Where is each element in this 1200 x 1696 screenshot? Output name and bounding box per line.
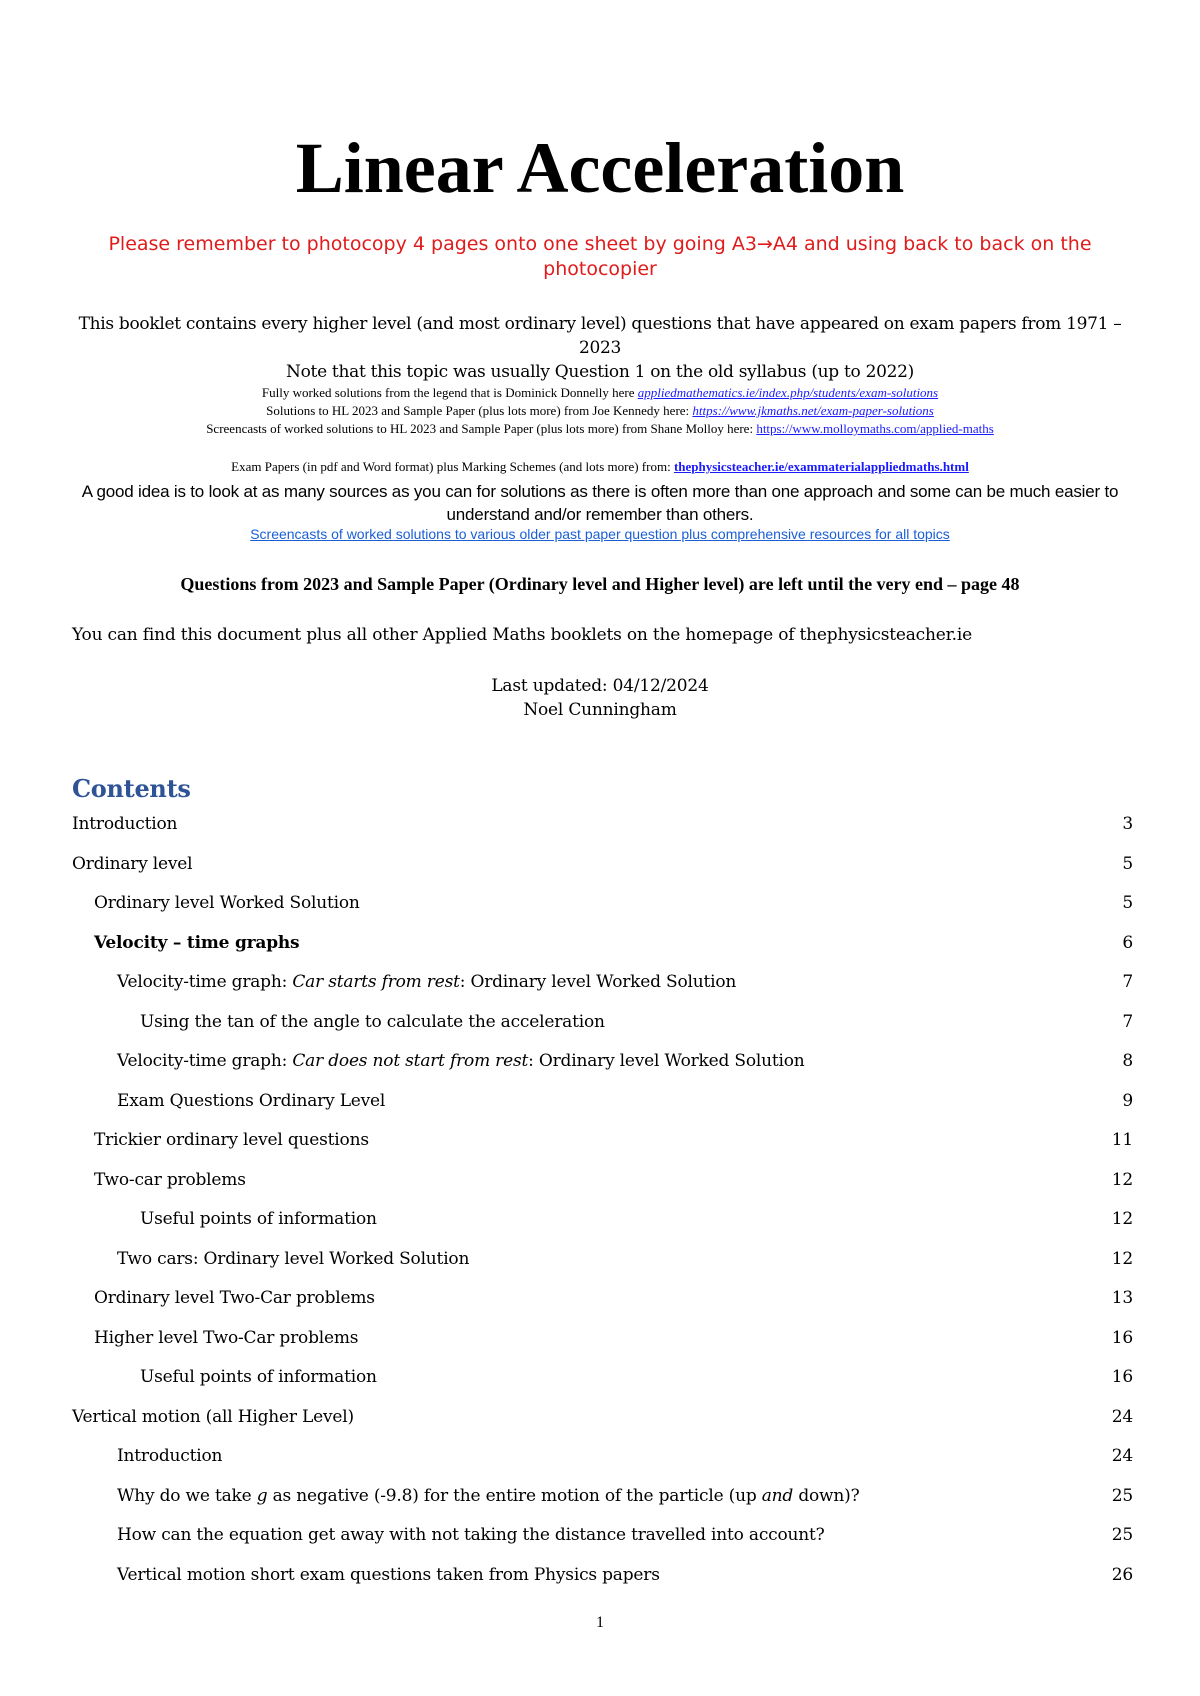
sample-paper-note: Questions from 2023 and Sample Paper (Ordinary level and Higher level) are left until the very end – page 48 (180, 574, 1020, 594)
toc-entry[interactable] (72, 1201, 1133, 1241)
toc-entry[interactable] (72, 1399, 1133, 1439)
toc-entry-label: Useful points of information (140, 1209, 377, 1229)
toc-entry-label: Ordinary level Two-Car problems (94, 1288, 375, 1308)
toc-entry-page: 24 (1111, 1446, 1133, 1466)
credit-line-2: Solutions to HL 2023 and Sample Paper (plus lots more) from Joe Kennedy here: https://www.jkmaths.net/exam-paper-solutions (266, 403, 934, 418)
page-number: 1 (596, 1614, 604, 1631)
toc-entry-page: 25 (1111, 1485, 1133, 1506)
toc-entry-label: Velocity-time graph: Car does not start from rest: Ordinary level Worked Solution (117, 1051, 805, 1071)
find-document-note: You can find this document plus all other Applied Maths booklets on the homepage of thephysicsteacher.ie (72, 625, 972, 645)
update-info (0, 674, 1200, 722)
document-title: Linear Acceleration (295, 128, 905, 208)
toc-entry-page: 12 (1111, 1169, 1133, 1190)
toc-entry[interactable] (72, 1122, 1133, 1162)
toc-entry-page: 7 (1122, 1011, 1133, 1032)
toc-entry-label: Vertical motion short exam questions taken from Physics papers (117, 1564, 660, 1585)
contents-heading: Contents (72, 774, 191, 803)
toc-entry-label: Two cars: Ordinary level Worked Solution (117, 1248, 470, 1269)
table-of-contents (72, 806, 1133, 1596)
toc-entry[interactable] (72, 1280, 1133, 1320)
photocopy-notice: Please remember to photocopy 4 pages onto one sheet by going A3→A4 and using back to back on the photocopier (108, 233, 1092, 280)
toc-entry[interactable] (72, 846, 1133, 886)
credit-link-1[interactable]: appliedmathematics.ie/index.php/students/exam-solutions (637, 385, 939, 400)
advice-text: A good idea is to look at as many sources as you can for solutions as there is often more than one approach and some can be much easier to understand and/or remember than others. (81, 482, 1119, 524)
toc-entry[interactable] (72, 1083, 1133, 1123)
toc-entry[interactable] (72, 1320, 1133, 1360)
toc-entry-label: Using the tan of the angle to calculate the acceleration (140, 1011, 605, 1032)
toc-entry-label: Introduction (117, 1446, 223, 1466)
toc-entry-page: 25 (1111, 1525, 1133, 1545)
credit-line-1: Fully worked solutions from the legend that is Dominick Donnelly here appliedmathematics.ie/index.php/students/exam-solutions (261, 385, 939, 400)
toc-entry-page: 16 (1111, 1327, 1133, 1348)
toc-entry[interactable] (72, 1359, 1133, 1399)
toc-entry[interactable] (72, 1004, 1133, 1044)
toc-entry-page: 11 (1111, 1130, 1133, 1150)
credit-link-2[interactable]: https://www.jkmaths.net/exam-paper-solutions (692, 403, 934, 418)
author-name: Noel Cunningham (523, 700, 677, 720)
toc-entry-label: Velocity-time graph: Car starts from rest: Ordinary level Worked Solution (117, 972, 737, 992)
toc-entry-label: Ordinary level (72, 853, 193, 874)
intro-line-2: Note that this topic was usually Question 1 on the old syllabus (up to 2022) (286, 362, 914, 382)
toc-entry[interactable] (72, 1557, 1133, 1597)
intro-line-1: This booklet contains every higher level (and most ordinary level) questions that have appeared on exam papers from 1971 – 2023 (78, 314, 1122, 358)
toc-entry-page: 8 (1122, 1051, 1133, 1071)
toc-entry-label: Useful points of information (140, 1367, 377, 1387)
toc-entry[interactable] (72, 1438, 1133, 1478)
exam-papers-link[interactable]: thephysicsteacher.ie/exammaterialappliedmaths.html (673, 459, 969, 474)
toc-entry-page: 5 (1122, 893, 1133, 913)
toc-entry-page: 13 (1111, 1288, 1133, 1308)
toc-entry[interactable] (72, 925, 1133, 965)
toc-entry-page: 16 (1111, 1367, 1133, 1387)
toc-entry-page: 12 (1111, 1209, 1133, 1229)
toc-entry-page: 6 (1122, 932, 1133, 953)
toc-entry-label: Vertical motion (all Higher Level) (72, 1406, 354, 1427)
toc-entry-label: Higher level Two-Car problems (94, 1327, 359, 1348)
toc-entry[interactable] (72, 1241, 1133, 1281)
toc-entry-page: 5 (1122, 853, 1133, 874)
last-updated: Last updated: 04/12/2024 (491, 676, 709, 696)
toc-entry[interactable] (72, 1162, 1133, 1202)
credit-link-3[interactable]: https://www.molloymaths.com/applied-maths (756, 421, 994, 436)
toc-entry[interactable] (72, 885, 1133, 925)
resources-link[interactable]: Screencasts of worked solutions to various older past paper question plus comprehensive resources for all topics (250, 526, 950, 542)
toc-entry-label: How can the equation get away with not taking the distance travelled into account? (117, 1525, 825, 1545)
toc-entry-label: Why do we take g as negative (-9.8) for the entire motion of the particle (up and down)? (117, 1485, 860, 1506)
toc-entry-label: Velocity – time graphs (94, 932, 300, 953)
toc-entry-page: 7 (1122, 972, 1133, 992)
toc-entry-page: 9 (1122, 1090, 1133, 1111)
toc-entry-label: Ordinary level Worked Solution (94, 893, 360, 913)
toc-entry-label: Introduction (72, 814, 178, 834)
toc-entry-page: 24 (1111, 1406, 1133, 1427)
toc-entry-label: Exam Questions Ordinary Level (117, 1090, 386, 1111)
toc-entry-page: 26 (1111, 1564, 1133, 1585)
toc-entry-label: Trickier ordinary level questions (94, 1130, 369, 1150)
toc-entry[interactable] (72, 1478, 1133, 1518)
toc-entry[interactable] (72, 806, 1133, 846)
toc-entry[interactable] (72, 1517, 1133, 1557)
toc-entry-page: 3 (1122, 814, 1133, 834)
toc-entry[interactable] (72, 1043, 1133, 1083)
toc-entry[interactable] (72, 964, 1133, 1004)
exam-papers-line: Exam Papers (in pdf and Word format) plus Marking Schemes (and lots more) from: thephysicsteacher.ie/exammaterialappliedmaths.html (231, 459, 969, 474)
intro-block (70, 312, 1130, 384)
credit-line-3: Screencasts of worked solutions to HL 2023 and Sample Paper (plus lots more) from Shane Molloy here: https://www.molloymaths.com/applied-maths (206, 421, 994, 436)
toc-entry-label: Two-car problems (94, 1169, 246, 1190)
toc-entry-page: 12 (1111, 1248, 1133, 1269)
